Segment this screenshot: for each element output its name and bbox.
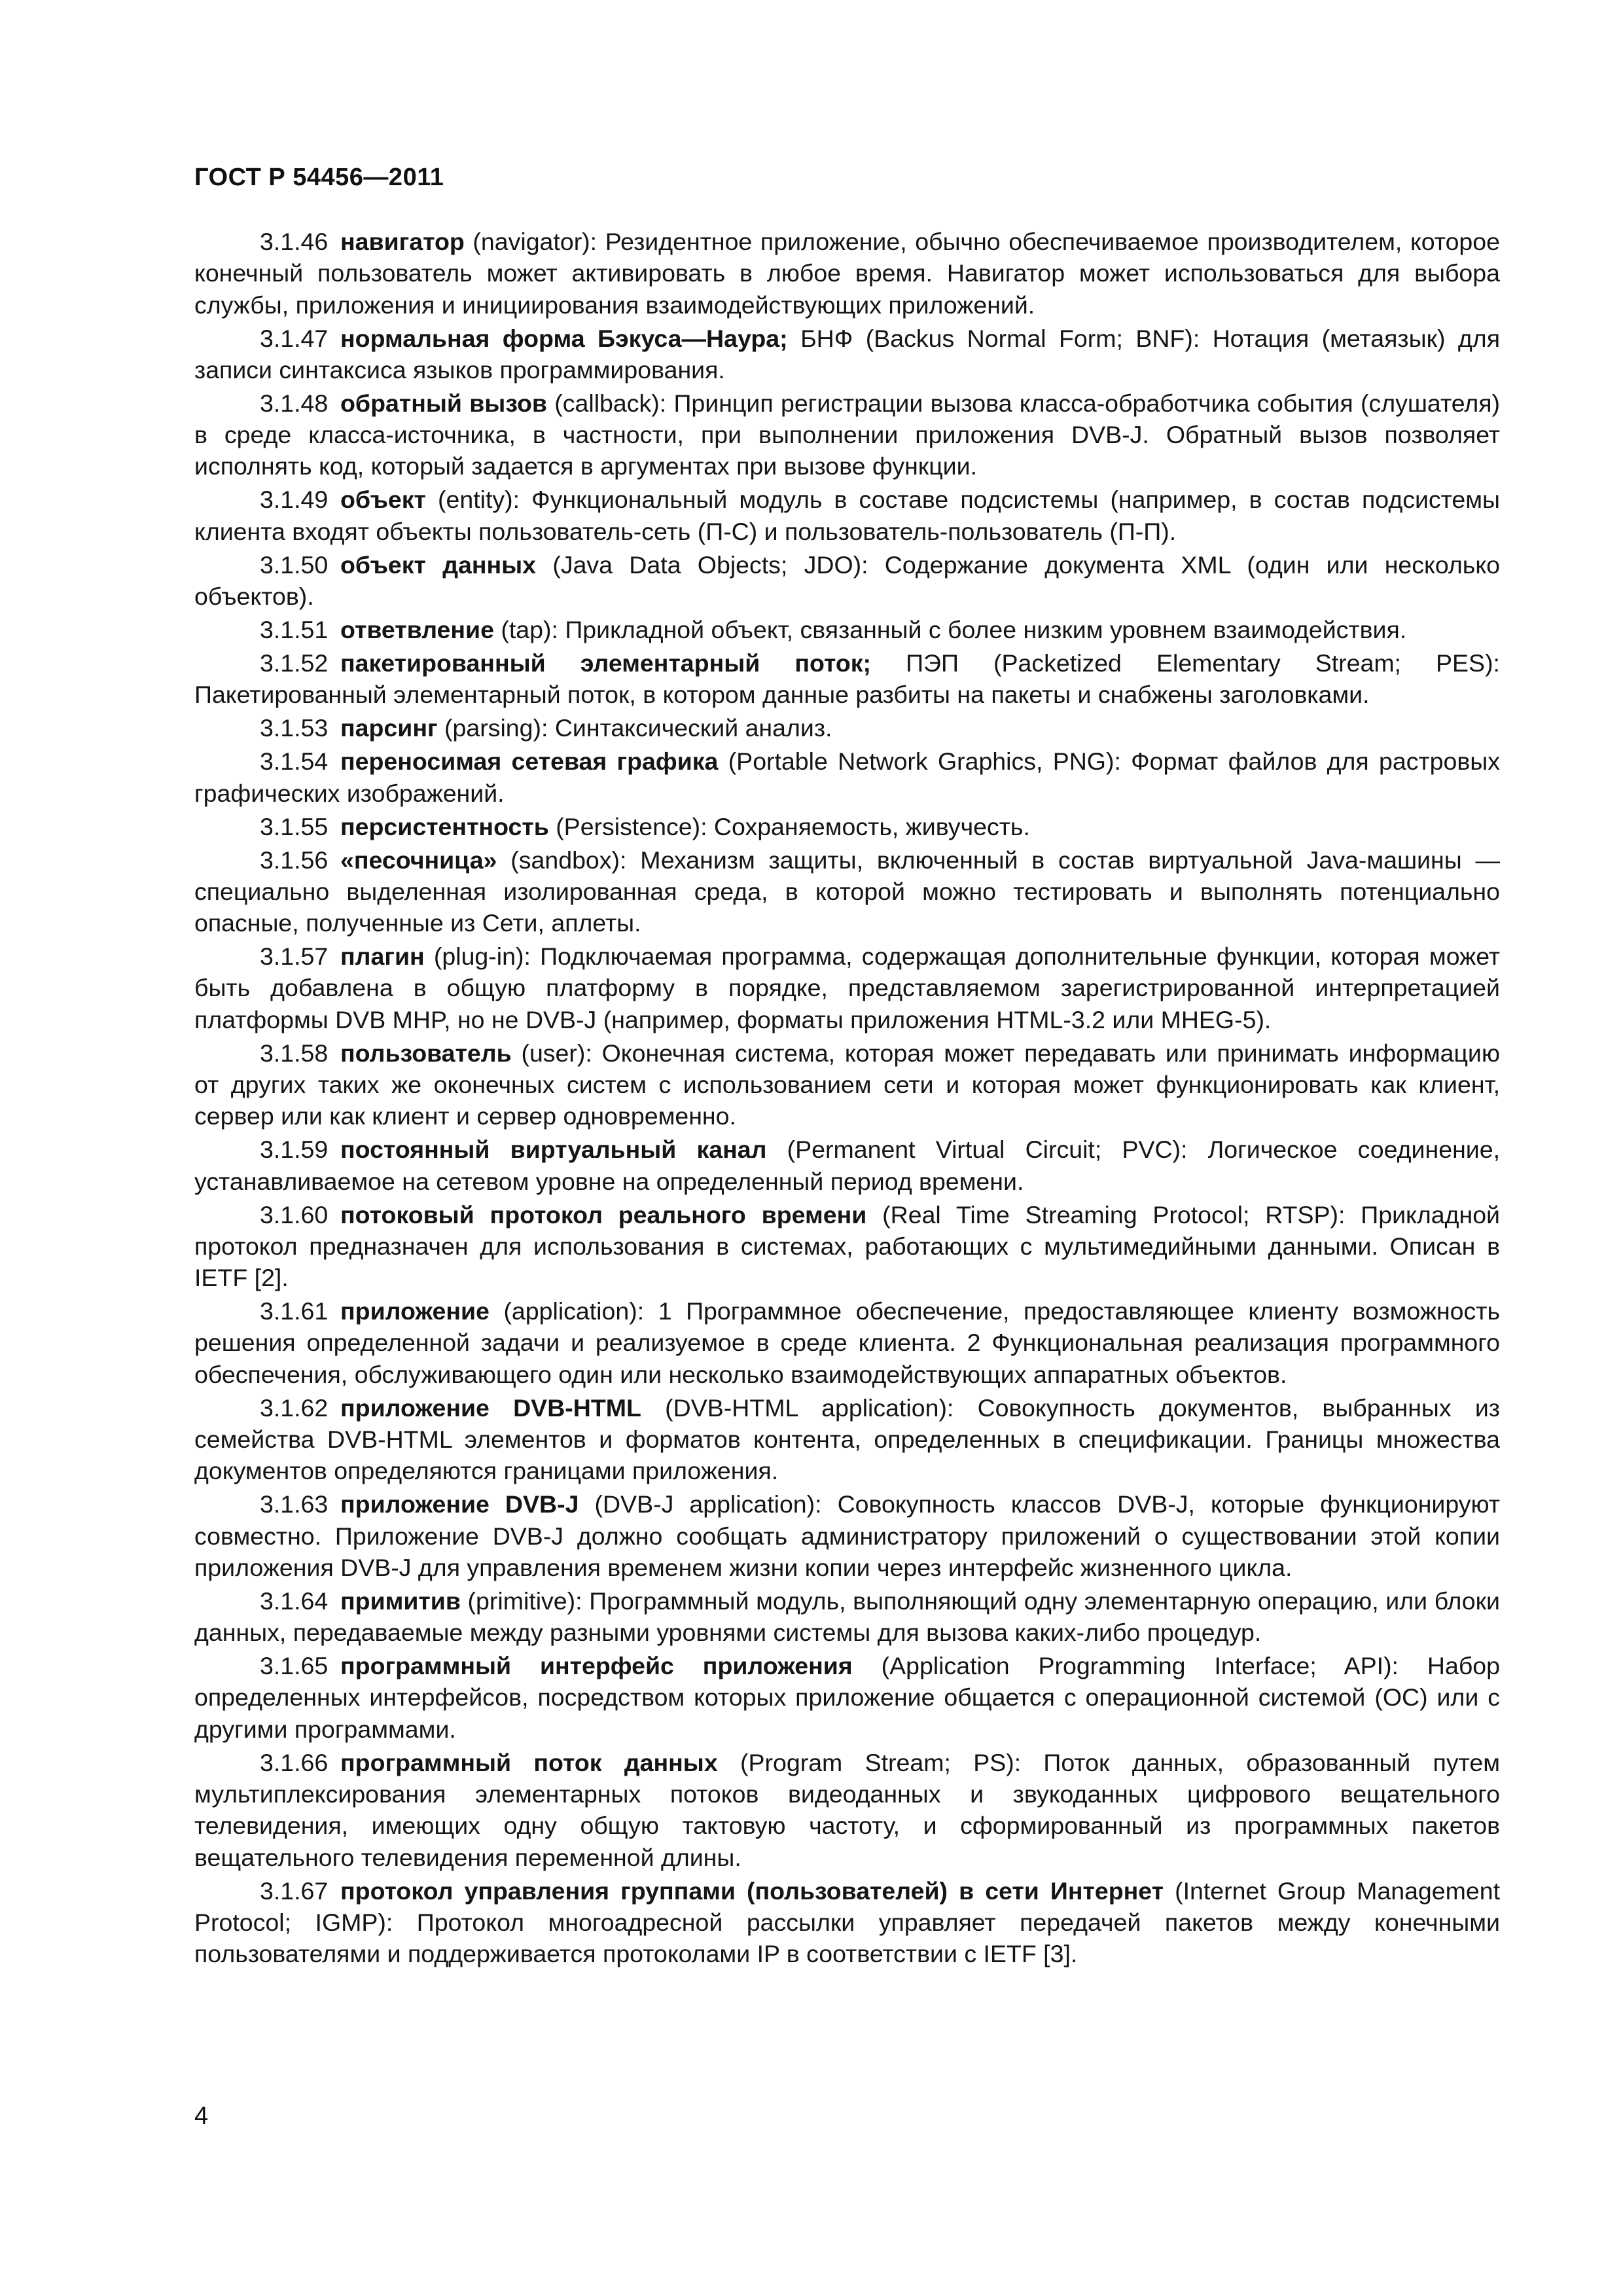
definition-text: (Persistence): Сохраняемость, живучесть. xyxy=(556,812,1030,840)
definition-text: (Program Stream; PS): Поток данных, образованный путем мультиплексирования элементарных потоков видеоданных и звукоданных цифрового вещательного телевидения, имеющих одну общую тактовую частоту, и сформированный из программных пакетов вещательного телевидения переменной длины. xyxy=(194,1748,1501,1871)
definition-entry xyxy=(194,387,1500,482)
definition-number: 3.1.58 xyxy=(260,1039,329,1067)
definition-term: приложение xyxy=(340,1297,490,1325)
definition-term: приложение DVB-HTML xyxy=(340,1393,641,1422)
definition-term: приложение DVB-J xyxy=(340,1490,579,1518)
definition-number: 3.1.56 xyxy=(260,846,329,874)
page-header-standard: ГОСТ Р 54456—2011 xyxy=(194,164,444,191)
definition-term: навигатор xyxy=(340,228,465,255)
definition-entry xyxy=(194,811,1500,842)
definition-text: (Portable Network Graphics, PNG): Формат файлов для растровых графических изображений. xyxy=(194,747,1500,807)
definition-number: 3.1.62 xyxy=(260,1393,329,1422)
definition-number: 3.1.55 xyxy=(260,812,329,840)
definition-text: (Java Data Objects; JDO): Содержание документа XML (один или несколько объектов). xyxy=(194,550,1501,611)
definition-entry xyxy=(194,1199,1500,1294)
definition-term: постоянный виртуальный канал xyxy=(340,1136,767,1164)
definition-text: (plug-in): Подключаемая программа, содержащая дополнительные функции, которая может быть добавлена в общую платформу в порядке, представляемом зарегистрированной интерпретацией платформы DVB MHP, но не DVB-J (например, форматы приложения HTML-3.2 или MHEG-5). xyxy=(194,942,1500,1033)
definition-number: 3.1.64 xyxy=(260,1587,329,1615)
definition-number: 3.1.65 xyxy=(260,1652,329,1680)
definition-text: (DVB-HTML application): Совокупность документов, выбранных из семейства DVB-HTML элементов и форматов контента, определенных в спецификации. Границы множества документов определяются границами приложения. xyxy=(194,1393,1500,1485)
definition-term: пользователь xyxy=(340,1039,512,1067)
definition-text: (DVB-J application): Совокупность классов DVB-J, которые функционируют совместно. Приложение DVB-J должно сообщать администратору приложений о существовании этой копии приложения DVB-J для управления временем жизни копии через интерфейс жизненного цикла. xyxy=(194,1490,1501,1581)
definition-entry xyxy=(194,647,1500,711)
page-number: 4 xyxy=(194,2102,209,2130)
definition-entry xyxy=(194,323,1500,386)
definition-entry xyxy=(194,1488,1500,1583)
definition-entry xyxy=(194,1134,1500,1197)
definition-number: 3.1.59 xyxy=(260,1136,329,1164)
definition-text: (sandbox): Механизм защиты, включенный в состав виртуальной Java-машины — специально выделенная изолированная среда, в которой можно тестировать и выполнять потенциально опасные, полученные из Сети, аплеты. xyxy=(194,846,1500,937)
definition-text: (application): 1 Программное обеспечение, предоставляющее клиенту возможность решения определенной задачи и реализуемое в среде клиента. 2 Функциональная реализация программного обеспечения, обслуживающего один или несколько взаимодействующих аппаратных объектов. xyxy=(194,1297,1500,1388)
definition-term: ответвление xyxy=(340,616,494,643)
definition-term: протокол управления группами (пользователей) в сети Интернет xyxy=(340,1876,1164,1905)
definition-entry xyxy=(194,1037,1500,1132)
definition-number: 3.1.57 xyxy=(260,942,329,971)
definitions-list xyxy=(194,226,1500,1971)
definition-entry xyxy=(194,484,1500,547)
definition-number: 3.1.50 xyxy=(260,550,329,579)
definition-text: (primitive): Программный модуль, выполняющий одну элементарную операцию, или блоки данных, передаваемые между разными уровнями системы для вызова каких-либо процедур. xyxy=(194,1587,1500,1647)
definition-entry xyxy=(194,1650,1500,1745)
definition-entry xyxy=(194,1585,1500,1649)
definition-term: плагин xyxy=(340,942,425,971)
definition-entry xyxy=(194,1875,1500,1970)
definition-term: парсинг xyxy=(340,714,438,742)
definition-number: 3.1.67 xyxy=(260,1876,329,1905)
definition-number: 3.1.53 xyxy=(260,714,329,742)
definition-text: (entity): Функциональный модуль в составе подсистемы (например, в состав подсистемы клиента входят объекты пользователь-сеть (П-С) и пользователь-пользователь (П-П). xyxy=(194,486,1500,545)
definition-text: (parsing): Синтаксический анализ. xyxy=(444,714,832,742)
definition-text: (user): Оконечная система, которая может передавать или принимать информацию от других таких же оконечных систем с использованием сети и которая может функционировать как клиент, сервер или как клиент и сервер одновременно. xyxy=(194,1039,1501,1130)
definition-term: объект данных xyxy=(340,550,537,579)
definition-entry xyxy=(194,226,1500,321)
definition-entry xyxy=(194,614,1500,645)
definition-term: персистентность xyxy=(340,812,549,840)
definition-number: 3.1.46 xyxy=(260,228,329,255)
definition-text: (Application Programming Interface; API): Набор определенных интерфейсов, посредством которых приложение общается с операционной системой (ОС) или с другими программами. xyxy=(194,1652,1501,1743)
definition-term: пакетированный элементарный поток; xyxy=(340,649,872,677)
definition-number: 3.1.48 xyxy=(260,389,329,417)
definition-term: программный поток данных xyxy=(340,1748,718,1776)
definition-text: (Internet Group Management Protocol; IGMP): Протокол многоадресной рассылки управляет передачей пакетов между конечными пользователями и поддерживается протоколами IP в соответствии с IETF [3]. xyxy=(194,1876,1500,1968)
definition-text: (navigator): Резидентное приложение, обычно обеспечиваемое производителем, которое конечный пользователь может активировать в любое время. Навигатор может использоваться для выбора службы, приложения и инициирования взаимодействующих приложений. xyxy=(194,228,1500,319)
definition-number: 3.1.54 xyxy=(260,747,329,776)
definition-entry xyxy=(194,941,1500,1035)
definition-number: 3.1.66 xyxy=(260,1748,329,1776)
definition-entry xyxy=(194,712,1500,744)
definition-number: 3.1.51 xyxy=(260,616,329,643)
definition-entry xyxy=(194,1295,1500,1390)
definition-term: «песочница» xyxy=(340,846,497,874)
definition-term: примитив xyxy=(340,1587,461,1615)
definition-entry xyxy=(194,745,1500,809)
definition-text: (Real Time Streaming Protocol; RTSP): Прикладной протокол предназначен для использования в системах, работающих с мультимедийными данными. Описан в IETF [2]. xyxy=(194,1200,1501,1292)
definition-number: 3.1.61 xyxy=(260,1297,329,1325)
definition-term: объект xyxy=(340,486,426,514)
definition-text: ПЭП (Packetized Elementary Stream; PES): Пакетированный элементарный поток, в котором данные разбиты на пакеты и снабжены заголовками. xyxy=(194,649,1500,709)
definition-text: БНФ (Backus Normal Form; BNF): Нотация (метаязык) для записи синтаксиса языков программирования. xyxy=(194,324,1500,384)
definition-term: программный интерфейс приложения xyxy=(340,1652,853,1680)
definition-number: 3.1.63 xyxy=(260,1490,329,1518)
definition-term: нормальная форма Бэкуса—Наура; xyxy=(340,324,788,352)
definition-entry xyxy=(194,844,1500,939)
definition-entry xyxy=(194,1747,1500,1873)
definition-term: потоковый протокол реального времени xyxy=(340,1200,867,1229)
definition-entry xyxy=(194,1392,1500,1487)
definition-number: 3.1.49 xyxy=(260,486,329,514)
definition-number: 3.1.52 xyxy=(260,649,329,677)
definition-term: обратный вызов xyxy=(340,389,547,417)
definition-text: (tap): Прикладной объект, связанный с более низким уровнем взаимодействия. xyxy=(501,616,1407,643)
definition-number: 3.1.47 xyxy=(260,324,329,352)
definition-text: (callback): Принцип регистрации вызова класса-обработчика события (слушателя) в среде класса-источника, в частности, при выполнении приложения DVB-J. Обратный вызов позволяет исполнять код, который задается в аргументах при вызове функции. xyxy=(194,389,1500,480)
definition-term: переносимая сетевая графика xyxy=(340,747,719,776)
definition-number: 3.1.60 xyxy=(260,1200,329,1229)
definition-entry xyxy=(194,549,1500,613)
definition-text: (Permanent Virtual Circuit; PVC): Логическое соединение, устанавливаемое на сетевом уровне на определенный период времени. xyxy=(194,1136,1500,1195)
